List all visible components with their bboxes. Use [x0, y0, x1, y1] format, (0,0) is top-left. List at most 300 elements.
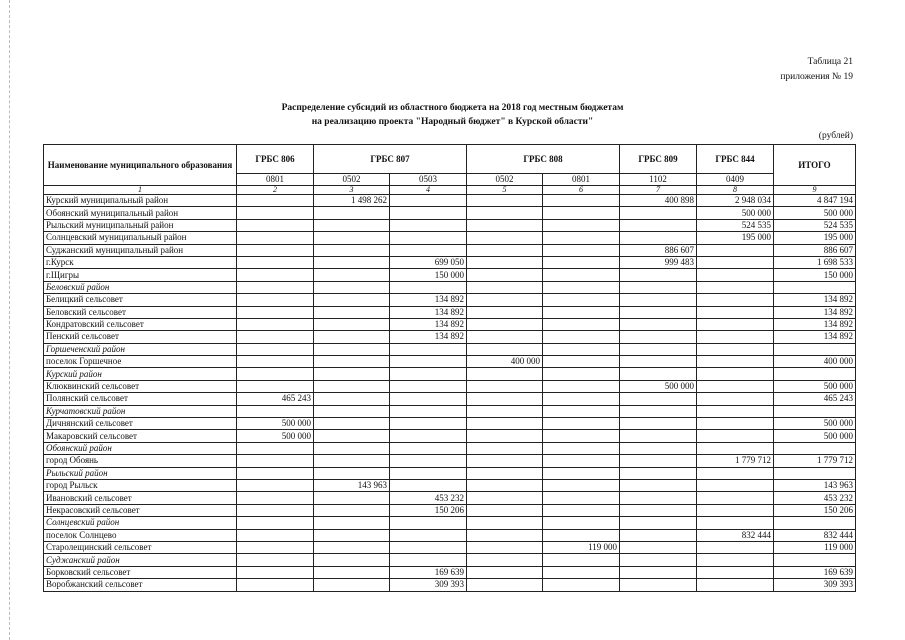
municipality-name: город Обоянь [44, 455, 237, 467]
header-grbs-806: ГРБС 806 [237, 145, 314, 174]
table-row [44, 219, 856, 231]
table-row [44, 294, 856, 306]
amount-cell [543, 195, 620, 207]
municipality-name: Белицкий сельсовет [44, 294, 237, 306]
district-name: Суджанский район [44, 554, 237, 566]
row-total-cell: 500 000 [774, 207, 856, 219]
municipality-name: Клюквинский сельсовет [44, 380, 237, 392]
amount-cell [314, 492, 390, 504]
amount-cell: 999 483 [620, 256, 697, 268]
amount-cell [467, 281, 543, 293]
amount-cell [620, 331, 697, 343]
amount-cell [620, 504, 697, 516]
amount-cell: 524 535 [697, 219, 774, 231]
amount-cell [314, 504, 390, 516]
amount-cell [237, 256, 314, 268]
municipality-name: г.Щигры [44, 269, 237, 281]
amount-cell: 134 892 [390, 318, 467, 330]
amount-cell [620, 281, 697, 293]
table-reference: Таблица 21 [807, 57, 853, 67]
amount-cell [237, 232, 314, 244]
municipality-name: Солнцевский муниципальный район [44, 232, 237, 244]
amount-cell: 309 393 [390, 579, 467, 591]
table-body [44, 195, 856, 592]
amount-cell [620, 318, 697, 330]
row-total-cell: 309 393 [774, 579, 856, 591]
amount-cell [543, 269, 620, 281]
amount-cell: 143 963 [314, 479, 390, 491]
code-cell: 0801 [543, 174, 620, 186]
amount-cell [620, 343, 697, 355]
amount-cell [237, 244, 314, 256]
amount-cell [467, 269, 543, 281]
amount-cell [543, 579, 620, 591]
amount-cell [543, 566, 620, 578]
amount-cell [314, 219, 390, 231]
amount-cell [467, 343, 543, 355]
amount-cell [237, 195, 314, 207]
amount-cell [314, 517, 390, 529]
amount-cell [237, 492, 314, 504]
column-number: 6 [543, 186, 620, 195]
amount-cell [697, 504, 774, 516]
municipality-name: поселок Солнцево [44, 529, 237, 541]
amount-cell [314, 566, 390, 578]
amount-cell [314, 244, 390, 256]
district-name: Горшеченский район [44, 343, 237, 355]
amount-cell: 500 000 [237, 430, 314, 442]
table-row [44, 244, 856, 256]
amount-cell [467, 492, 543, 504]
binding-margin-line [9, 0, 10, 640]
amount-cell [543, 442, 620, 454]
row-total-cell: 524 535 [774, 219, 856, 231]
table-row [44, 566, 856, 578]
amount-cell: 500 000 [697, 207, 774, 219]
amount-cell [237, 318, 314, 330]
municipality-name: г.Курск [44, 256, 237, 268]
code-cell: 0502 [467, 174, 543, 186]
header-total: ИТОГО [774, 145, 856, 186]
column-number: 9 [774, 186, 856, 195]
amount-cell [620, 517, 697, 529]
subsidy-table [43, 144, 856, 592]
amount-cell [543, 479, 620, 491]
amount-cell [237, 380, 314, 392]
amount-cell [237, 566, 314, 578]
amount-cell [314, 380, 390, 392]
amount-cell [697, 380, 774, 392]
district-group-row [44, 517, 856, 529]
amount-cell [467, 566, 543, 578]
amount-cell [543, 554, 620, 566]
amount-cell [467, 541, 543, 553]
column-number: 5 [467, 186, 543, 195]
amount-cell [390, 207, 467, 219]
code-cell: 0409 [697, 174, 774, 186]
amount-cell [620, 219, 697, 231]
amount-cell [697, 579, 774, 591]
code-cell: 0801 [237, 174, 314, 186]
row-total-cell: 886 607 [774, 244, 856, 256]
amount-cell [467, 517, 543, 529]
table-row [44, 207, 856, 219]
amount-cell [467, 529, 543, 541]
amount-cell: 400 898 [620, 195, 697, 207]
amount-cell [620, 207, 697, 219]
amount-cell [390, 195, 467, 207]
amount-cell: 500 000 [620, 380, 697, 392]
amount-cell [697, 554, 774, 566]
amount-cell [543, 492, 620, 504]
amount-cell [237, 455, 314, 467]
municipality-name: Полянский сельсовет [44, 393, 237, 405]
row-total-cell: 195 000 [774, 232, 856, 244]
row-total-cell: 150 206 [774, 504, 856, 516]
amount-cell [697, 405, 774, 417]
amount-cell: 1 498 262 [314, 195, 390, 207]
amount-cell [237, 356, 314, 368]
amount-cell [237, 294, 314, 306]
column-number: 8 [697, 186, 774, 195]
amount-cell [314, 554, 390, 566]
amount-cell [697, 517, 774, 529]
municipality-name: Пенский сельсовет [44, 331, 237, 343]
amount-cell [697, 479, 774, 491]
amount-cell [237, 219, 314, 231]
amount-cell [620, 566, 697, 578]
district-group-row [44, 554, 856, 566]
amount-cell [314, 541, 390, 553]
table-row [44, 306, 856, 318]
amount-cell: 465 243 [237, 393, 314, 405]
amount-cell [620, 554, 697, 566]
district-name: Обоянский район [44, 442, 237, 454]
amount-cell [314, 331, 390, 343]
municipality-name: Рыльский муниципальный район [44, 219, 237, 231]
row-total-cell [774, 343, 856, 355]
table-row [44, 380, 856, 392]
amount-cell [467, 232, 543, 244]
amount-cell [314, 232, 390, 244]
district-group-row [44, 467, 856, 479]
municipality-name: Некрасовский сельсовет [44, 504, 237, 516]
amount-cell [237, 504, 314, 516]
amount-cell [620, 442, 697, 454]
row-total-cell: 169 639 [774, 566, 856, 578]
column-number: 1 [44, 186, 237, 195]
header-grbs-844: ГРБС 844 [697, 145, 774, 174]
amount-cell [620, 393, 697, 405]
table-row [44, 318, 856, 330]
amount-cell [237, 442, 314, 454]
amount-cell [237, 517, 314, 529]
amount-cell [543, 281, 620, 293]
amount-cell [543, 504, 620, 516]
table-row [44, 492, 856, 504]
row-total-cell [774, 442, 856, 454]
amount-cell [543, 393, 620, 405]
amount-cell [467, 393, 543, 405]
amount-cell [697, 442, 774, 454]
amount-cell [543, 529, 620, 541]
municipality-name: Воробжанский сельсовет [44, 579, 237, 591]
amount-cell [314, 467, 390, 479]
amount-cell [620, 529, 697, 541]
amount-cell [390, 554, 467, 566]
row-total-cell: 500 000 [774, 418, 856, 430]
table-row [44, 256, 856, 268]
amount-cell: 699 050 [390, 256, 467, 268]
header-grbs-808: ГРБС 808 [467, 145, 620, 174]
amount-cell [697, 541, 774, 553]
code-cell: 0503 [390, 174, 467, 186]
amount-cell [467, 405, 543, 417]
amount-cell [390, 219, 467, 231]
amount-cell [543, 517, 620, 529]
amount-cell [314, 529, 390, 541]
amount-cell [314, 294, 390, 306]
amount-cell [467, 455, 543, 467]
amount-cell [390, 442, 467, 454]
amount-cell [314, 442, 390, 454]
code-cell: 1102 [620, 174, 697, 186]
amount-cell [620, 455, 697, 467]
amount-cell [314, 393, 390, 405]
row-total-cell: 119 000 [774, 541, 856, 553]
amount-cell [543, 244, 620, 256]
table-row [44, 541, 856, 553]
table-row [44, 393, 856, 405]
amount-cell: 150 000 [390, 269, 467, 281]
municipality-name: поселок Горшечное [44, 356, 237, 368]
row-total-cell: 150 000 [774, 269, 856, 281]
row-total-cell [774, 281, 856, 293]
amount-cell [237, 269, 314, 281]
header-grbs-807: ГРБС 807 [314, 145, 467, 174]
amount-cell [314, 306, 390, 318]
amount-cell: 195 000 [697, 232, 774, 244]
amount-cell [467, 479, 543, 491]
amount-cell [390, 418, 467, 430]
amount-cell [620, 418, 697, 430]
amount-cell [237, 541, 314, 553]
amount-cell [314, 356, 390, 368]
municipality-name: Обоянский муниципальный район [44, 207, 237, 219]
amount-cell [467, 380, 543, 392]
amount-cell [390, 380, 467, 392]
amount-cell [314, 455, 390, 467]
amount-cell [467, 430, 543, 442]
appendix-reference: приложения № 19 [780, 72, 853, 82]
amount-cell [390, 244, 467, 256]
amount-cell [467, 554, 543, 566]
row-total-cell [774, 517, 856, 529]
amount-cell [543, 368, 620, 380]
district-name: Рыльский район [44, 467, 237, 479]
amount-cell [467, 318, 543, 330]
amount-cell [390, 356, 467, 368]
amount-cell [237, 281, 314, 293]
amount-cell [543, 356, 620, 368]
table-row [44, 579, 856, 591]
amount-cell [314, 281, 390, 293]
row-total-cell [774, 405, 856, 417]
amount-cell [697, 306, 774, 318]
amount-cell: 134 892 [390, 306, 467, 318]
amount-cell: 400 000 [467, 356, 543, 368]
header-grbs-809: ГРБС 809 [620, 145, 697, 174]
row-total-cell: 143 963 [774, 479, 856, 491]
municipality-name: город Рыльск [44, 479, 237, 491]
column-number: 3 [314, 186, 390, 195]
amount-cell [467, 442, 543, 454]
municipality-name: Борковский сельсовет [44, 566, 237, 578]
table-row [44, 195, 856, 207]
amount-cell [390, 281, 467, 293]
table-row [44, 504, 856, 516]
table-row [44, 455, 856, 467]
amount-cell [467, 418, 543, 430]
amount-cell [314, 579, 390, 591]
amount-cell [620, 492, 697, 504]
amount-cell [314, 343, 390, 355]
amount-cell [390, 405, 467, 417]
table-row [44, 430, 856, 442]
column-number: 7 [620, 186, 697, 195]
amount-cell [314, 207, 390, 219]
units-label: (рублей) [818, 131, 853, 141]
amount-cell [620, 405, 697, 417]
amount-cell [314, 368, 390, 380]
amount-cell [543, 455, 620, 467]
municipality-name: Дичнянский сельсовет [44, 418, 237, 430]
row-total-cell [774, 368, 856, 380]
amount-cell: 1 779 712 [697, 455, 774, 467]
amount-cell [620, 579, 697, 591]
amount-cell [543, 219, 620, 231]
amount-cell [543, 405, 620, 417]
amount-cell [467, 504, 543, 516]
amount-cell [390, 467, 467, 479]
amount-cell [314, 405, 390, 417]
amount-cell [314, 418, 390, 430]
amount-cell [314, 318, 390, 330]
amount-cell [237, 331, 314, 343]
amount-cell [620, 269, 697, 281]
amount-cell [697, 343, 774, 355]
municipality-name: Курский муниципальный район [44, 195, 237, 207]
row-total-cell: 134 892 [774, 294, 856, 306]
municipality-name: Суджанский муниципальный район [44, 244, 237, 256]
amount-cell [467, 195, 543, 207]
amount-cell [697, 331, 774, 343]
amount-cell [237, 207, 314, 219]
amount-cell [543, 331, 620, 343]
amount-cell: 886 607 [620, 244, 697, 256]
amount-cell [620, 541, 697, 553]
amount-cell [543, 380, 620, 392]
amount-cell [620, 306, 697, 318]
amount-cell [697, 368, 774, 380]
row-total-cell: 453 232 [774, 492, 856, 504]
amount-cell [237, 405, 314, 417]
row-total-cell: 134 892 [774, 318, 856, 330]
amount-cell [620, 479, 697, 491]
row-total-cell: 4 847 194 [774, 195, 856, 207]
column-number: 4 [390, 186, 467, 195]
amount-cell [237, 306, 314, 318]
amount-cell [390, 430, 467, 442]
district-name: Курский район [44, 368, 237, 380]
amount-cell [543, 256, 620, 268]
amount-cell [390, 479, 467, 491]
municipality-name: Старолещинский сельсовет [44, 541, 237, 553]
amount-cell [697, 318, 774, 330]
amount-cell [543, 207, 620, 219]
amount-cell [697, 418, 774, 430]
amount-cell [467, 219, 543, 231]
amount-cell [467, 207, 543, 219]
amount-cell [543, 318, 620, 330]
amount-cell: 500 000 [237, 418, 314, 430]
district-name: Курчатовский район [44, 405, 237, 417]
amount-cell: 134 892 [390, 294, 467, 306]
table-row [44, 269, 856, 281]
row-total-cell [774, 554, 856, 566]
amount-cell [697, 393, 774, 405]
amount-cell: 2 948 034 [697, 195, 774, 207]
amount-cell [467, 256, 543, 268]
row-total-cell: 465 243 [774, 393, 856, 405]
amount-cell [467, 331, 543, 343]
municipality-name: Ивановский сельсовет [44, 492, 237, 504]
amount-cell [390, 541, 467, 553]
table-row [44, 418, 856, 430]
amount-cell [314, 256, 390, 268]
municipality-name: Беловский сельсовет [44, 306, 237, 318]
amount-cell [237, 467, 314, 479]
amount-cell [543, 306, 620, 318]
table-row [44, 356, 856, 368]
amount-cell: 832 444 [697, 529, 774, 541]
table-row [44, 529, 856, 541]
amount-cell [237, 529, 314, 541]
amount-cell [390, 343, 467, 355]
amount-cell [467, 467, 543, 479]
amount-cell [467, 306, 543, 318]
code-cell: 0502 [314, 174, 390, 186]
amount-cell [697, 492, 774, 504]
amount-cell [467, 579, 543, 591]
row-total-cell: 832 444 [774, 529, 856, 541]
amount-cell [697, 294, 774, 306]
amount-cell [620, 368, 697, 380]
amount-cell: 150 206 [390, 504, 467, 516]
amount-cell [697, 467, 774, 479]
column-number: 2 [237, 186, 314, 195]
amount-cell [543, 467, 620, 479]
amount-cell [697, 430, 774, 442]
amount-cell [237, 479, 314, 491]
amount-cell [697, 244, 774, 256]
amount-cell: 119 000 [543, 541, 620, 553]
header-name-column: Наименование муниципального образования [44, 145, 237, 186]
amount-cell [390, 232, 467, 244]
row-total-cell: 500 000 [774, 380, 856, 392]
row-total-cell [774, 467, 856, 479]
table-row [44, 479, 856, 491]
